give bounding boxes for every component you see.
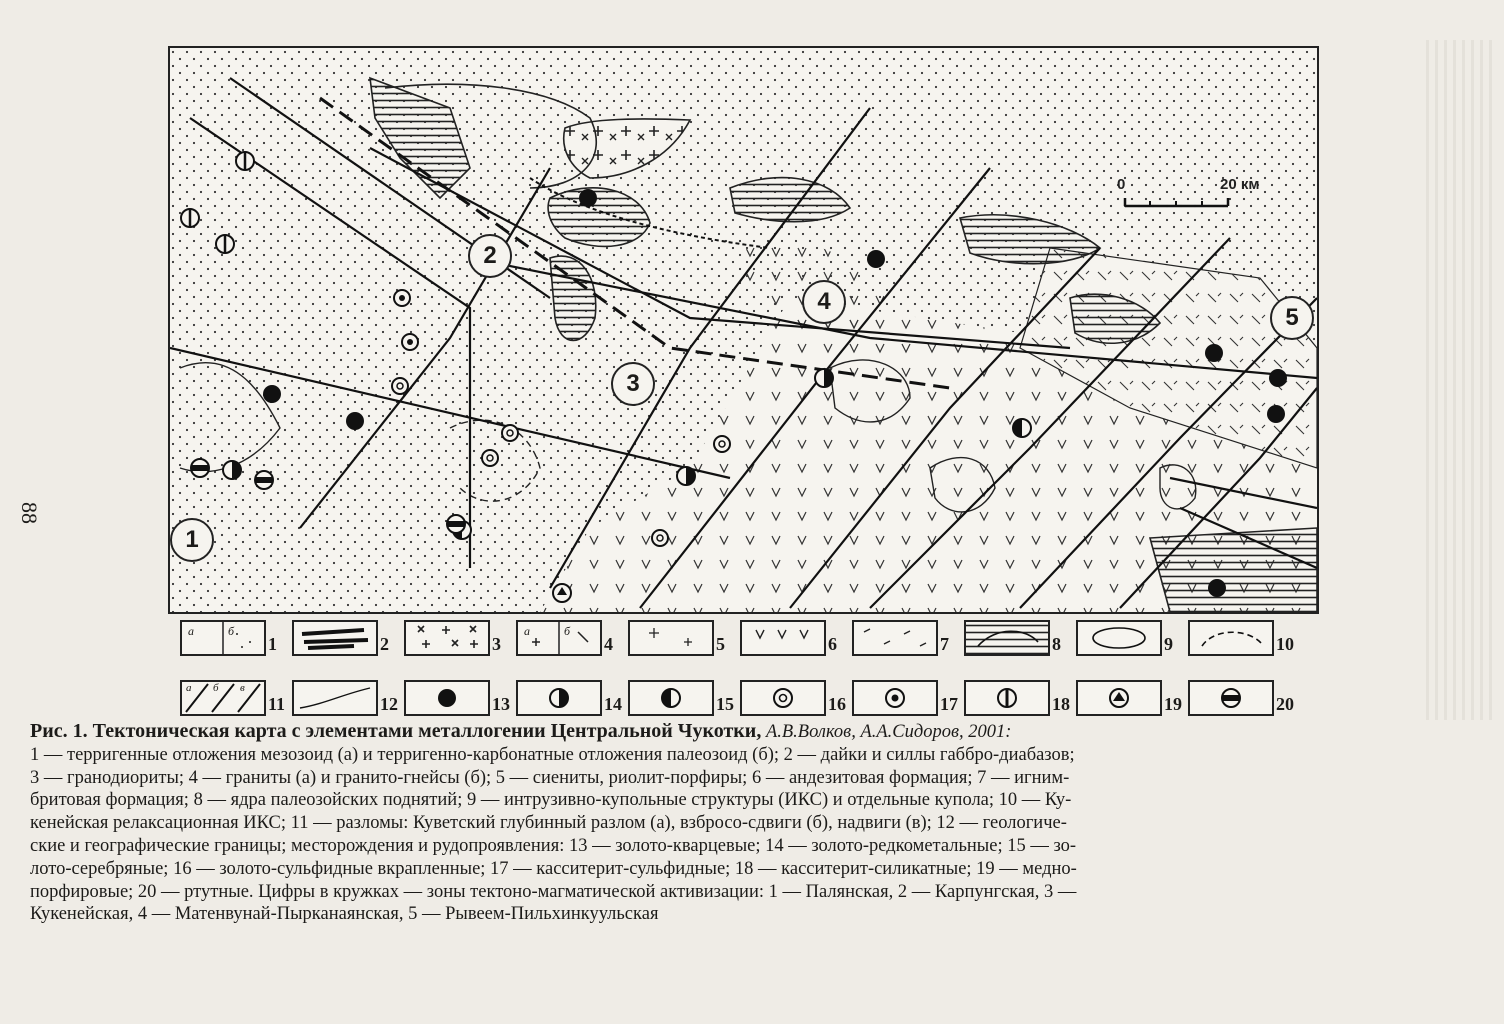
caption-line-6: лото-серебряные; 16 — золото-сульфидные вкрапленные; 17 — касситерит-сульфидные; 18 — касситерит-силикатные; 19 — медно-: [30, 858, 1077, 879]
map-legend: а б 1 2 3 а б 4 5 6 7 8 9 10 а б в 11 12 13 14 15 16 17 18 19 20: [180, 620, 1290, 724]
zone-label-3: 3: [611, 362, 655, 406]
caption-line-8: Кукенейская, 4 — Матенвунай-Пырканаянская, 5 — Рывеем-Пильхинкуульская: [30, 904, 659, 925]
caption-line-3: бритовая формация; 8 — ядра палеозойских поднятий; 9 — интрузивно-купольные структуры (ИКС) и отдельные купола; 10 — Ку-: [30, 790, 1072, 811]
figure-caption: [30, 720, 1480, 926]
copper-porphyry-deposits: [553, 584, 571, 602]
scale-zero: 0: [1117, 176, 1126, 193]
paleozoic-core-7: [1150, 528, 1317, 612]
caption-line-1: 1 — терригенные отложения мезозоид (а) и терригенно-карбонатные отложения палеозоид (б); 2 — дайки и силлы габбро-диабазов;: [30, 744, 1075, 765]
caption-title: Рис. 1. Тектоническая карта с элементами металлогении Центральной Чукотки,: [30, 720, 762, 742]
zone-label-4: 4: [802, 280, 846, 324]
zone-label-5: 5: [1270, 296, 1314, 340]
caption-line-4: кенейская релаксационная ИКС; 11 — разломы: Куветский глубинный разлом (а), взбросо-сдвиги (б), надвиги (в); 12 — геологиче-: [30, 813, 1067, 834]
tectonic-map: [168, 46, 1319, 614]
facing-page-bleed: [1426, 40, 1496, 720]
caption-line-2: 3 — гранодиориты; 4 — граниты (а) и гранито-гнейсы (б); 5 — сиениты, риолит-порфиры; 6 — андезитовая формация; 7 — игним-: [30, 767, 1070, 788]
scale-distance: 20 км: [1220, 176, 1260, 193]
caption-authors: А.В.Волков, А.А.Сидоров, 2001:: [765, 722, 1012, 742]
caption-line-7: порфировые; 20 — ртутные. Цифры в кружках — зоны тектоно-магматической активизации: 1 — Палянская, 2 — Карпунгская, 3 —: [30, 881, 1077, 902]
zone-label-2: 2: [468, 234, 512, 278]
zone-label-1: 1: [170, 518, 214, 562]
caption-line-5: ские и географические границы; месторождения и рудопроявления: 13 — золото-кварцевые; 14 — золото-редкометальные; 15 — зо-: [30, 835, 1077, 856]
map-drawing: [170, 48, 1317, 612]
page-number: 88: [17, 502, 42, 524]
